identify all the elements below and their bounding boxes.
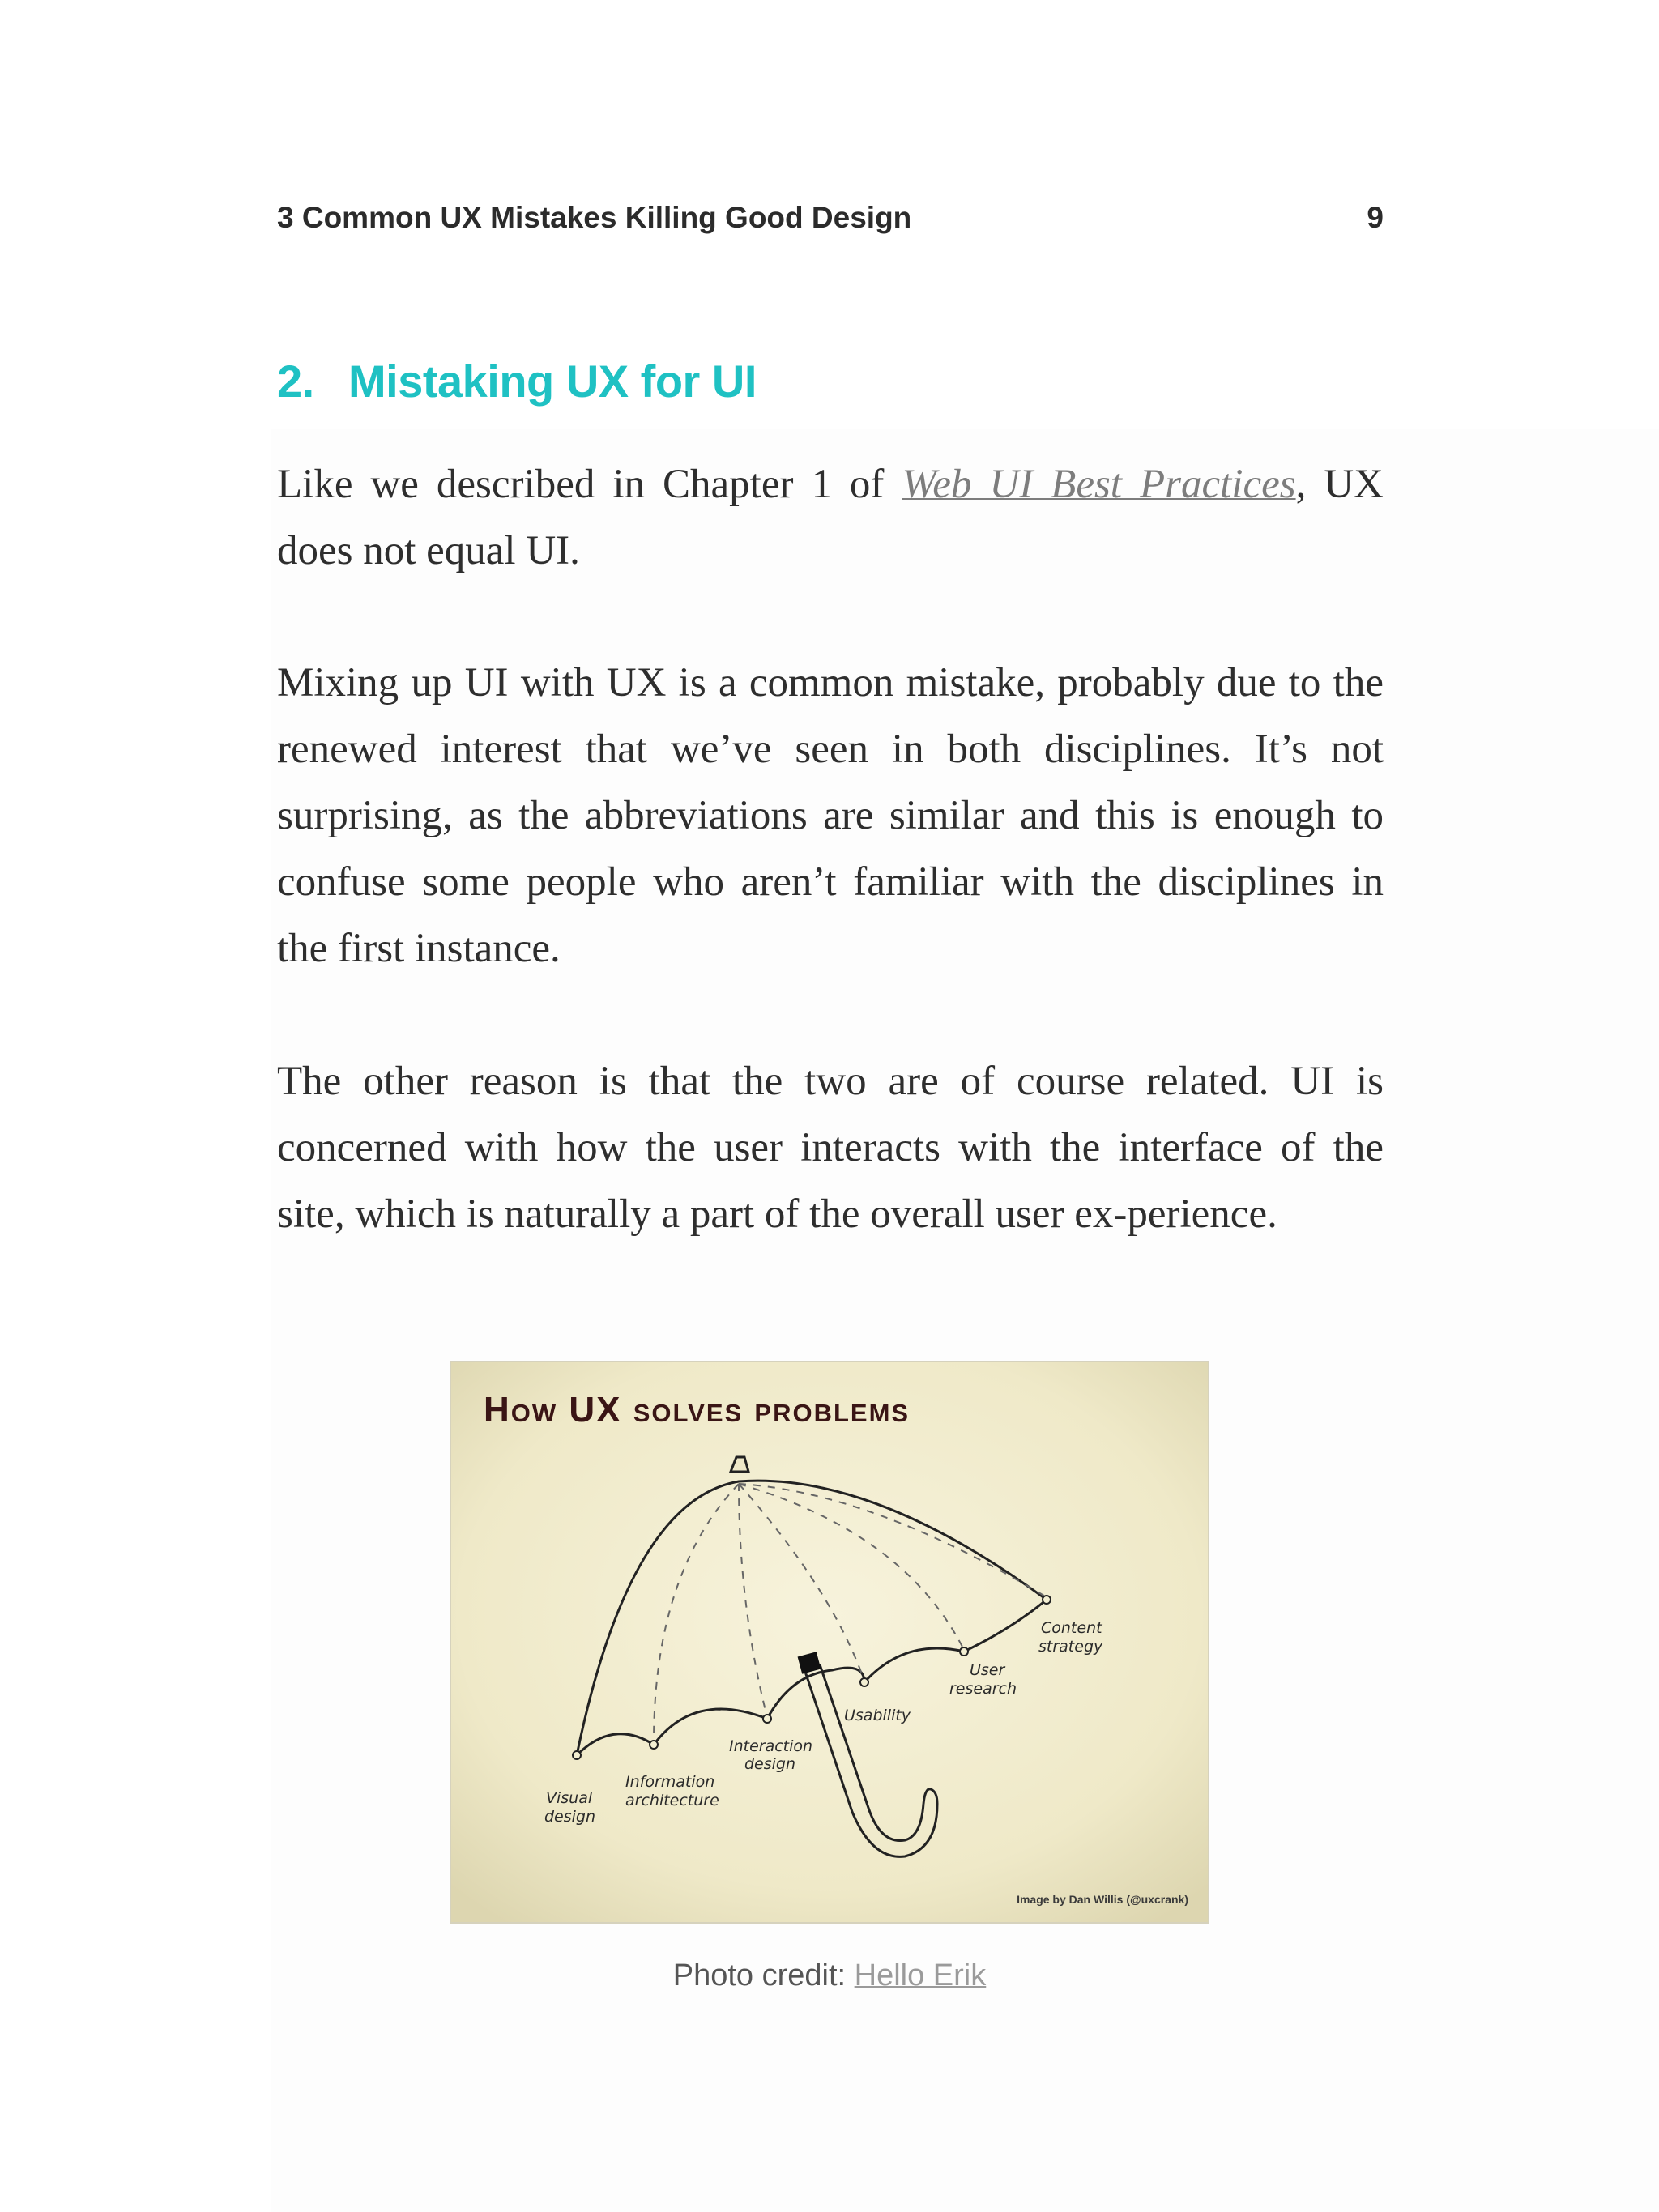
section-heading: [277, 355, 757, 407]
section-title: Mistaking UX for UI: [348, 356, 757, 407]
header-title: 3 Common UX Mistakes Killing Good Design: [277, 201, 912, 234]
book-link[interactable]: Web UI Best Practices: [902, 462, 1296, 507]
paragraph-1-lead: Like we described in Chapter 1 of: [277, 462, 902, 507]
figure-image-credit: Image by Dan Willis (@uxcrank): [1017, 1893, 1188, 1906]
figure-caption: [450, 1958, 1209, 1993]
ux-umbrella-figure: [450, 1361, 1209, 1924]
paragraph-3: The other reason is that the two are of course related. UI is concerned with how the user interacts with the interface of the site, which is naturally a part of the overall user ex-perience.: [277, 1059, 1384, 1237]
paragraph-1-tail: , UX does not equal UI.: [277, 462, 1384, 573]
label-user-research-1: User: [970, 1661, 1005, 1679]
label-interaction-design-1: Interaction: [729, 1737, 813, 1755]
label-content-strategy-1: Content: [1041, 1619, 1102, 1637]
label-visual-design-2: design: [544, 1808, 596, 1826]
photo-credit-link[interactable]: Hello Erik: [854, 1958, 987, 1993]
label-interaction-design-2: design: [744, 1755, 796, 1773]
paragraph-1: [277, 451, 1384, 584]
umbrella-illustration: [451, 1362, 1208, 1922]
section-number: 2.: [277, 356, 314, 407]
figure-title: How UX solves problems: [484, 1390, 911, 1430]
running-header: [277, 201, 1384, 241]
label-information-architecture-2: architecture: [625, 1792, 719, 1809]
label-usability: Usability: [844, 1707, 911, 1724]
paragraph-2: Mixing up UI with UX is a common mistake, probably due to the renewed interest that we’ve seen in both disciplines. It’s not surprising, as the abbreviations are similar and this is enough to confuse some people who aren’t familiar with the disciplines in the first instance.: [277, 660, 1384, 971]
page-number: 9: [1367, 201, 1384, 234]
label-content-strategy-2: strategy: [1038, 1638, 1103, 1656]
caption-prefix: Photo credit:: [672, 1958, 855, 1993]
label-visual-design-1: Visual: [546, 1789, 593, 1807]
label-user-research-2: research: [949, 1680, 1017, 1698]
label-information-architecture-1: Information: [625, 1773, 715, 1791]
